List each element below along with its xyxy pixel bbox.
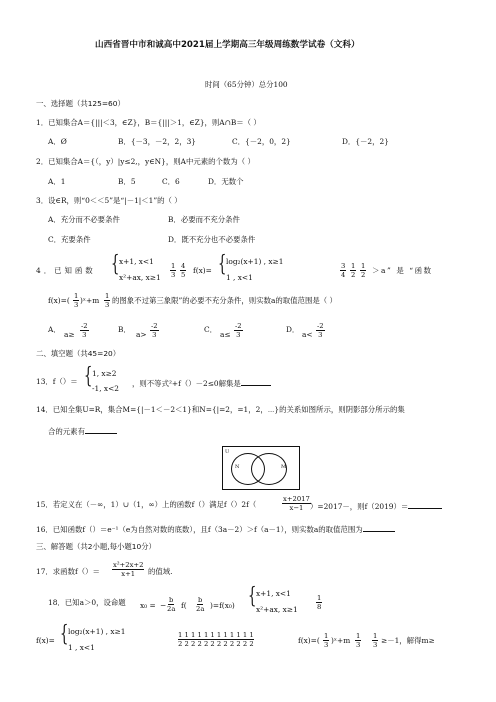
q18-fraction-end: $\frac{1}{8}$ — [317, 594, 322, 611]
q4-option-a: A． — [48, 325, 61, 334]
q13-brace: { — [84, 364, 93, 389]
q4-fraction-4: $\frac{1}{2}$ — [351, 262, 356, 279]
q2-option-d: D．无数个 — [208, 177, 244, 186]
q4-brace-2: { — [218, 252, 227, 277]
bottom-fraction-3: $\frac{1}{3}$ — [373, 632, 378, 649]
q4-option-d: D． — [286, 325, 300, 334]
answer-blank[interactable] — [363, 523, 395, 532]
q18-fraction-1: $\frac{b}{2a}$ — [167, 596, 176, 613]
question-15-prefix: 15．若定义在（－∞，1）∪（1，∞）上的函数f（）满足f（）2f（ — [36, 500, 257, 509]
question-17-suffix: 的值域. — [148, 567, 173, 576]
bottom-fx: f(x)= — [36, 636, 55, 645]
q4-option-b-fraction: $\frac{-2}{3}$ — [151, 322, 158, 339]
q18-f-c: )=f(x₀) — [210, 601, 235, 610]
venn-label-u: U — [225, 449, 230, 455]
q3-option-d: D．既不充分也不必要条件 — [168, 235, 256, 244]
q4-case-2: x²+ax, x≥1 — [119, 273, 161, 282]
question-3: 3．设∈R，则“0＜＜5”是“|－1|＜1”的（ ） — [36, 196, 182, 205]
bottom-fraction-1: $\frac{1}{3}$ — [324, 632, 329, 649]
q4-case-4: 1 , x<1 — [226, 273, 253, 282]
question-2: 2．已知集合A＝{（，y）|y≤2,，y∈N}，则A中元素的个数为（ ） — [36, 157, 255, 166]
bottom-fraction-2: $\frac{1}{3}$ — [356, 632, 361, 649]
bottom-tail-a: f(x)=( — [298, 636, 320, 645]
q4-option-c-fraction: $\frac{-2}{3}$ — [235, 322, 242, 339]
q13-case-1: 1, x≥2 — [92, 369, 117, 378]
q18-f-b: f( — [181, 601, 187, 610]
q4-option-b: B． — [118, 325, 131, 334]
venn-diagram — [222, 446, 300, 490]
q4-option-c-value: a≤ — [220, 330, 231, 339]
q4-line2-b: )ˣ+m — [80, 296, 100, 305]
q4-option-d-value: a< — [302, 330, 313, 339]
q4-fraction-2: $\frac{4}{5}$ — [181, 262, 186, 279]
q4-line2-c: 的图象不过第三象限”的必要不充分条件，则实数a的取值范围是（ ） — [112, 296, 337, 305]
answer-blank[interactable] — [408, 500, 442, 509]
q18-case-2: x²+ax, x≥1 — [256, 605, 298, 614]
q1-option-a: A．Ø — [48, 137, 67, 146]
q4-case-1: x+1, x<1 — [119, 257, 154, 266]
question-16: 16．已知函数f（）＝e⁻¹（e为自然对数的底数），且f（3a－2）＞f（a－1），则实数a的取值范围为 — [36, 523, 395, 534]
q3-option-c: C．充要条件 — [48, 235, 91, 244]
q17-fraction: $\frac{\text{x²+2x+2}}{x+1}$ — [113, 561, 144, 578]
q18-fraction-2: $\frac{b}{2a}$ — [196, 596, 205, 613]
q4-option-d-fraction: $\frac{-2}{3}$ — [317, 322, 324, 339]
page-title: 山西省晋中市和诚高中2021届上学期高三年级周练数学试卷（文科） — [95, 40, 360, 50]
q4-line2-a: f(x)=( — [48, 296, 70, 305]
q2-option-a: A．1 — [48, 177, 66, 186]
q4-fraction-1: $\frac{1}{3}$ — [171, 262, 176, 279]
q4-option-a-fraction: $\frac{-2}{3}$ — [81, 322, 88, 339]
q4-fx: f(x)= — [193, 266, 212, 275]
venn-label-m: M — [281, 464, 287, 470]
q18-x0: x₀ = — [140, 601, 156, 610]
answer-blank[interactable] — [241, 377, 271, 386]
question-1: 1．已知集合A＝{|||＜3，∈Z}，B＝{|||＞1，∈Z}，则A∩B＝（ ） — [36, 118, 261, 127]
bottom-brace: { — [60, 622, 69, 647]
q18-neg: − — [160, 601, 167, 610]
q1-option-d: D．{－2，2} — [342, 137, 389, 146]
section-heading: 二、填空题（共45=20） — [36, 349, 121, 358]
q4-brace-1: { — [111, 252, 120, 277]
bottom-case-2: 1 , x<1 — [68, 643, 95, 652]
q4-case-3: log₂(x+1) , x≥1 — [226, 257, 284, 266]
q4-option-a-value: a≥ — [64, 330, 75, 339]
q4-line2-fraction: $\frac{1}{3}$ — [74, 292, 79, 309]
q4-suffix: ＞a” 是 “函数 — [372, 266, 433, 275]
bottom-tail-b: )ˣ+m — [331, 636, 351, 645]
answer-blank[interactable] — [85, 425, 117, 434]
q1-option-b: B．{－3，－2，2，3} — [118, 137, 196, 146]
question-14-line-1: 14．已知全集U=R，集合M={|－1＜－2＜1}和N={|=2，=1，2，⋯}的关系如图所示，则阴影部分所示的集 — [36, 405, 405, 414]
q4-option-b-value: a> — [136, 330, 147, 339]
section-heading: 三、解答题（共2小题,每小题10分） — [36, 542, 156, 551]
question-13-prefix: 13．f（）＝ — [36, 377, 78, 386]
q4-fraction-3: $\frac{3}{4}$ — [341, 262, 346, 279]
bottom-case-1: log₂(x+1) , x≥1 — [68, 627, 126, 636]
section-heading: 一、选择题（共125=60） — [36, 99, 125, 108]
question-14-line-2: 合的元素有 — [48, 425, 117, 436]
bottom-halves: 1 1 1 1 1 1 1 1 1 1 1 1 2 2 2 2 2 2 2 2 2 2 2 2 — [178, 631, 254, 648]
q4-option-c: C． — [204, 325, 218, 334]
q3-option-b: B．必要而不充分条件 — [168, 215, 240, 224]
q13-case-2: -1, x<2 — [92, 384, 119, 393]
q3-option-a: A．充分而不必要条件 — [48, 215, 120, 224]
q4-fraction-5: $\frac{1}{2}$ — [361, 262, 366, 279]
q1-option-c: C．{－2，0，2} — [232, 137, 291, 146]
q2-option-b: B．5 — [118, 177, 136, 186]
question-4-prefix: 4．已知函数 — [36, 266, 96, 275]
bottom-tail-c: ≥－1，解得m≥ — [381, 636, 435, 645]
page-subtitle: 时间（65分钟）总分100 — [205, 80, 288, 89]
q18-brace: { — [248, 584, 257, 609]
question-13-suffix: ，则不等式²+f（）－2≤0解集是 — [132, 377, 271, 388]
q18-case-1: x+1, x<1 — [256, 589, 291, 598]
question-15-suffix: ）=2017－，则f（2019）＝ — [310, 500, 442, 511]
q2-option-c: C．6 — [162, 177, 180, 186]
venn-label-n: N — [235, 464, 240, 470]
question-17-prefix: 17．求函数f（）＝ — [36, 567, 100, 576]
question-18-prefix: 18．已知a＞0，设命题 — [48, 598, 126, 607]
q15-fraction: $\frac{x+2017}{x-1}$ — [283, 495, 310, 512]
q4-line2-fraction-2: $\frac{1}{3}$ — [105, 292, 110, 309]
